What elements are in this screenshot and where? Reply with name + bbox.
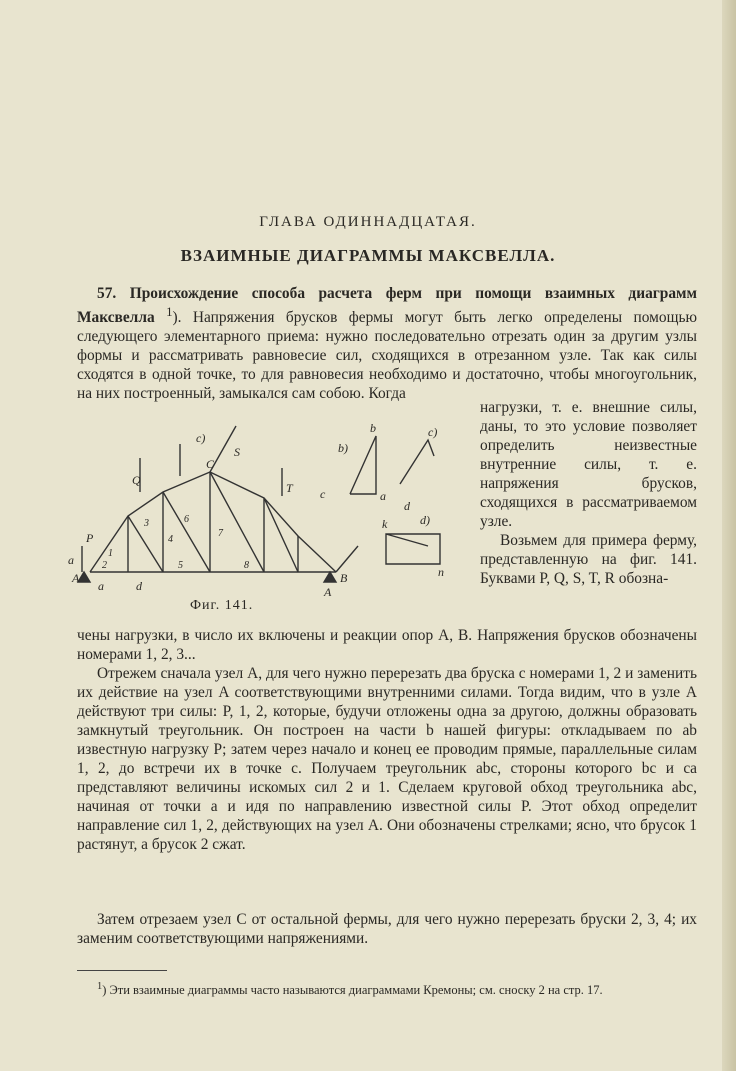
paragraph-2-text: Отрежем сначала узел A, для чего нужно перерезать два бруска с номерами 1, 2 и заменить их действие на узел A соответствующими внутренними силами. Тогда видим, что в узле A действуют три силы: P, 1, 2, которые, будучи отложены одна за другою, должны образовать замкнутый треугольник. Он построен на части b нашей фигуры: откладываем по ab известную нагрузку P; затем через начало и конец ее проводим прямые, параллельные силам 1, 2, до встречи их в точке c. Получаем треугольник abc, стороны которого bc и ca представляют величины искомых сил 2 и 1. Сделаем круговой обход треугольника abc, начиная от точки a и идя по направлению известной силы P. Этот обход определит направление сил 1, 2, действующих на узел A. Они обозначены стрелками; ясно, что брусок 1 растянут, а брусок 2 сжат. bbox=[77, 665, 697, 853]
paragraph-2 bbox=[77, 664, 697, 854]
page-edge bbox=[722, 0, 736, 1071]
paragraph-1b-right-text: Возьмем для примера ферму, представленную на фиг. 141. Буквами P, Q, S, T, R обозна- bbox=[480, 532, 697, 587]
paragraph-3-text: Затем отрезаем узел C от остальной фермы, для чего нужно перерезать бруски 2, 3, 4; их заменим соответствующими напряжениями. bbox=[77, 911, 697, 947]
chapter-title: ВЗАИМНЫЕ ДИАГРАММЫ МАКСВЕЛЛА. bbox=[180, 246, 556, 265]
label-S: S bbox=[234, 445, 240, 459]
figure-141 bbox=[68, 396, 478, 624]
label-5: 5 bbox=[178, 560, 183, 571]
paragraph-1-right bbox=[480, 398, 697, 588]
label-part-b: b) bbox=[338, 441, 348, 455]
paragraph-1 bbox=[77, 284, 697, 403]
label-part-c2: c) bbox=[428, 425, 438, 439]
label-2: 2 bbox=[102, 560, 107, 571]
footnote-ref: 1 bbox=[166, 305, 173, 319]
label-4: 4 bbox=[168, 534, 173, 545]
label-7: 7 bbox=[218, 528, 223, 539]
label-a-small: a bbox=[68, 553, 74, 567]
label-a-bottom: a bbox=[98, 579, 104, 593]
footnote-text: Эти взаимные диаграммы часто называются диаграммами Кремоны; см. сноску 2 на стр. 17. bbox=[109, 983, 603, 998]
force-line-B bbox=[336, 546, 358, 572]
top-chord bbox=[90, 472, 336, 572]
footnote-rule bbox=[77, 970, 167, 971]
label-part-d: d) bbox=[420, 513, 430, 527]
label-A: A bbox=[72, 571, 80, 585]
label-6: 6 bbox=[184, 514, 189, 525]
label-3: 3 bbox=[144, 518, 149, 529]
diagram-b bbox=[350, 436, 376, 494]
paragraph-1-continued: чены нагрузки, в число их включены и реакции опор A, B. Напряжения брусков обозначены номерами 1, 2, 3... bbox=[77, 627, 697, 663]
label-C: C bbox=[206, 457, 215, 471]
label-d: d bbox=[404, 499, 410, 513]
paragraph-1-text: ). Напряжения брусков фермы могут быть легко определены помощью следующего элементарного приема: нужно последовательно отрезать один за другим узлы формы и рассматривать равновесие сил, сходящихся в отрезанном узле. Так как силы сходятся в одной точке, то для равновесия необходимо и достаточно, чтобы многоугольник, на них построенный, замыкался сам собою. Когда bbox=[77, 309, 697, 403]
paragraph-3 bbox=[77, 910, 697, 948]
diagonals bbox=[128, 472, 298, 572]
label-Q: Q bbox=[132, 473, 141, 487]
truss-diagram bbox=[68, 396, 478, 624]
support-B bbox=[324, 572, 336, 582]
label-c: c bbox=[320, 487, 326, 501]
label-T: T bbox=[286, 481, 293, 495]
label-P: P bbox=[86, 531, 94, 545]
support-A bbox=[78, 572, 90, 582]
label-k: k bbox=[382, 517, 388, 531]
label-0: d bbox=[136, 579, 142, 593]
footnote: $^1$) Эти взаимные диаграммы часто называются диаграммами Кремоны; см. сноску 2 на стр. 17. bbox=[97, 981, 603, 998]
label-b: b bbox=[370, 421, 376, 435]
paragraph-1-right-text: нагрузки, т. е. внешние силы, даны, то это условие позволяет определить неизвестные внутренние силы, т. е. напряжения брусков, сходящихся в рассматриваемом узле. bbox=[480, 399, 697, 530]
label-A-right: A bbox=[324, 585, 332, 599]
label-1: 1 bbox=[108, 548, 113, 559]
label-n: n bbox=[438, 565, 444, 579]
label-a: a bbox=[380, 489, 386, 503]
diagram-d bbox=[386, 534, 440, 564]
diagram-c bbox=[400, 440, 434, 484]
footnote-mark: 1 bbox=[97, 981, 103, 992]
figure-caption: Фиг. 141. bbox=[190, 598, 254, 613]
chapter-heading: ГЛАВА ОДИННАДЦАТАЯ. bbox=[259, 214, 477, 230]
label-part-c: c) bbox=[196, 431, 206, 445]
label-8: 8 bbox=[244, 560, 249, 571]
label-B: B bbox=[340, 571, 348, 585]
section-heading: Происхождение способа расчета ферм при помощи взаимных диаграмм Максвелла bbox=[77, 285, 697, 327]
section-number: 57. bbox=[97, 285, 117, 302]
